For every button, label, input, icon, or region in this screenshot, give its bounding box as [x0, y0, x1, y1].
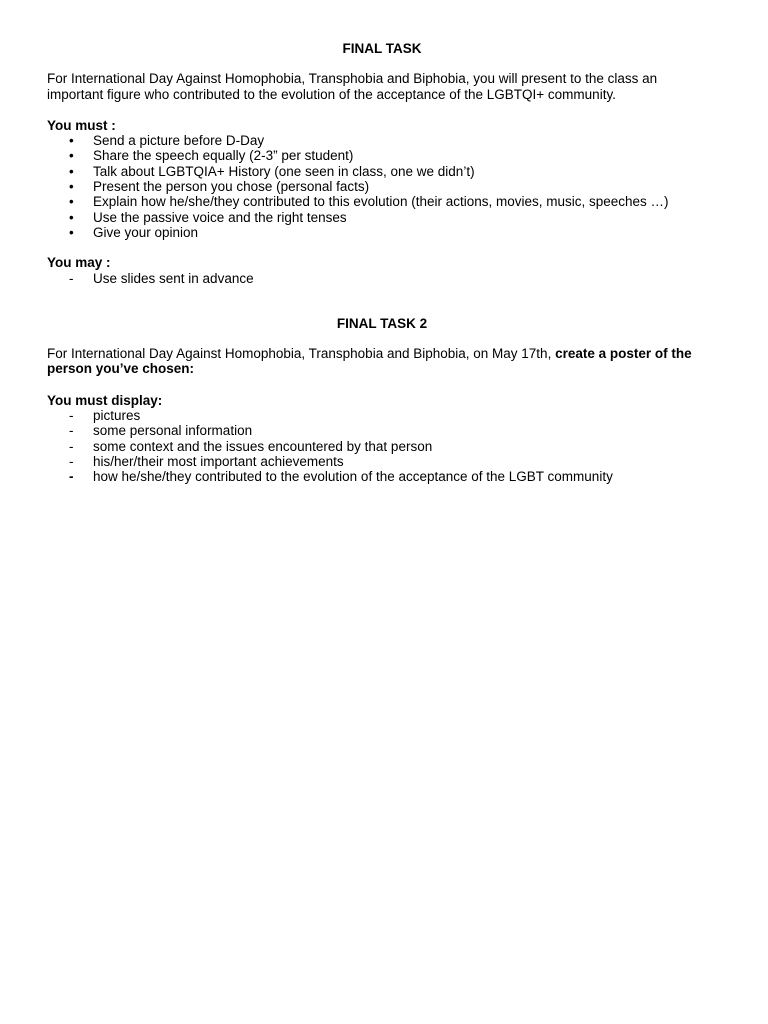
final-task-2-intro [47, 346, 717, 377]
list-item [47, 194, 717, 209]
spacer [47, 240, 717, 255]
list-item-text: Use the passive voice and the right tenses [93, 209, 347, 225]
list-item-text: Explain how he/she/they contributed to this evolution (their actions, movies, music, speeches …) [93, 194, 669, 210]
list-item-text: some personal information [93, 423, 253, 439]
final-task-title: FINAL TASK [342, 41, 422, 56]
intro-plain-text: For International Day Against Homophobia, Transphobia and Biphobia, on May 17th, [47, 346, 556, 362]
list-item-text: Send a picture before D-Day [93, 133, 265, 149]
list-item-text: his/her/their most important achievements [93, 453, 344, 469]
dash-marker: - [69, 469, 74, 485]
list-item-text: some context and the issues encountered by that person [93, 438, 433, 454]
list-item-text: Share the speech equally (2-3” per student) [93, 148, 354, 164]
list-item [47, 179, 717, 194]
final-task-2-title: FINAL TASK 2 [336, 315, 428, 331]
you-may-list [47, 271, 717, 286]
dash-marker: - [69, 408, 74, 424]
you-must-list [47, 133, 717, 240]
dash-marker: - [69, 423, 74, 439]
list-item-text: Talk about LGBTQIA+ History (one seen in class, one we didn’t) [93, 163, 475, 179]
you-may-heading: You may : [47, 255, 111, 271]
final-task-intro: For International Day Against Homophobia, Transphobia and Biphobia, you will present to the class an important figure who contributed to the evolution of the acceptance of the LGBTQI+ community. [47, 71, 658, 102]
dash-marker: - [69, 270, 74, 286]
document-page [47, 41, 717, 485]
list-item-text: how he/she/they contributed to the evolution of the acceptance of the LGBT community [93, 469, 613, 485]
list-item [47, 148, 717, 163]
intro-bold-text: create a poster of the person you’ve chosen: [47, 346, 692, 377]
list-item [47, 210, 717, 225]
dash-marker: - [69, 438, 74, 454]
dash-marker: - [69, 453, 74, 469]
bullet-marker: • [69, 194, 74, 210]
you-must-display-heading: You must display: [47, 392, 163, 408]
list-item [47, 408, 717, 423]
bullet-marker: • [69, 163, 74, 179]
you-must-display-list [47, 408, 717, 484]
bullet-marker: • [69, 224, 74, 240]
bullet-marker: • [69, 133, 74, 149]
bullet-marker: • [69, 209, 74, 225]
list-item-text: Use slides sent in advance [93, 270, 254, 286]
spacer [47, 286, 717, 316]
bullet-marker: • [69, 148, 74, 164]
list-item-text: Present the person you chose (personal facts) [93, 179, 370, 195]
list-item [47, 271, 717, 286]
list-item [47, 423, 717, 438]
list-item [47, 225, 717, 240]
list-item [47, 454, 717, 469]
list-item [47, 133, 717, 148]
you-must-heading: You must : [47, 117, 116, 133]
list-item [47, 164, 717, 179]
list-item-text: pictures [93, 408, 141, 424]
list-item-text: Give your opinion [93, 224, 199, 240]
bullet-marker: • [69, 179, 74, 195]
list-item [47, 469, 717, 484]
list-item [47, 439, 717, 454]
